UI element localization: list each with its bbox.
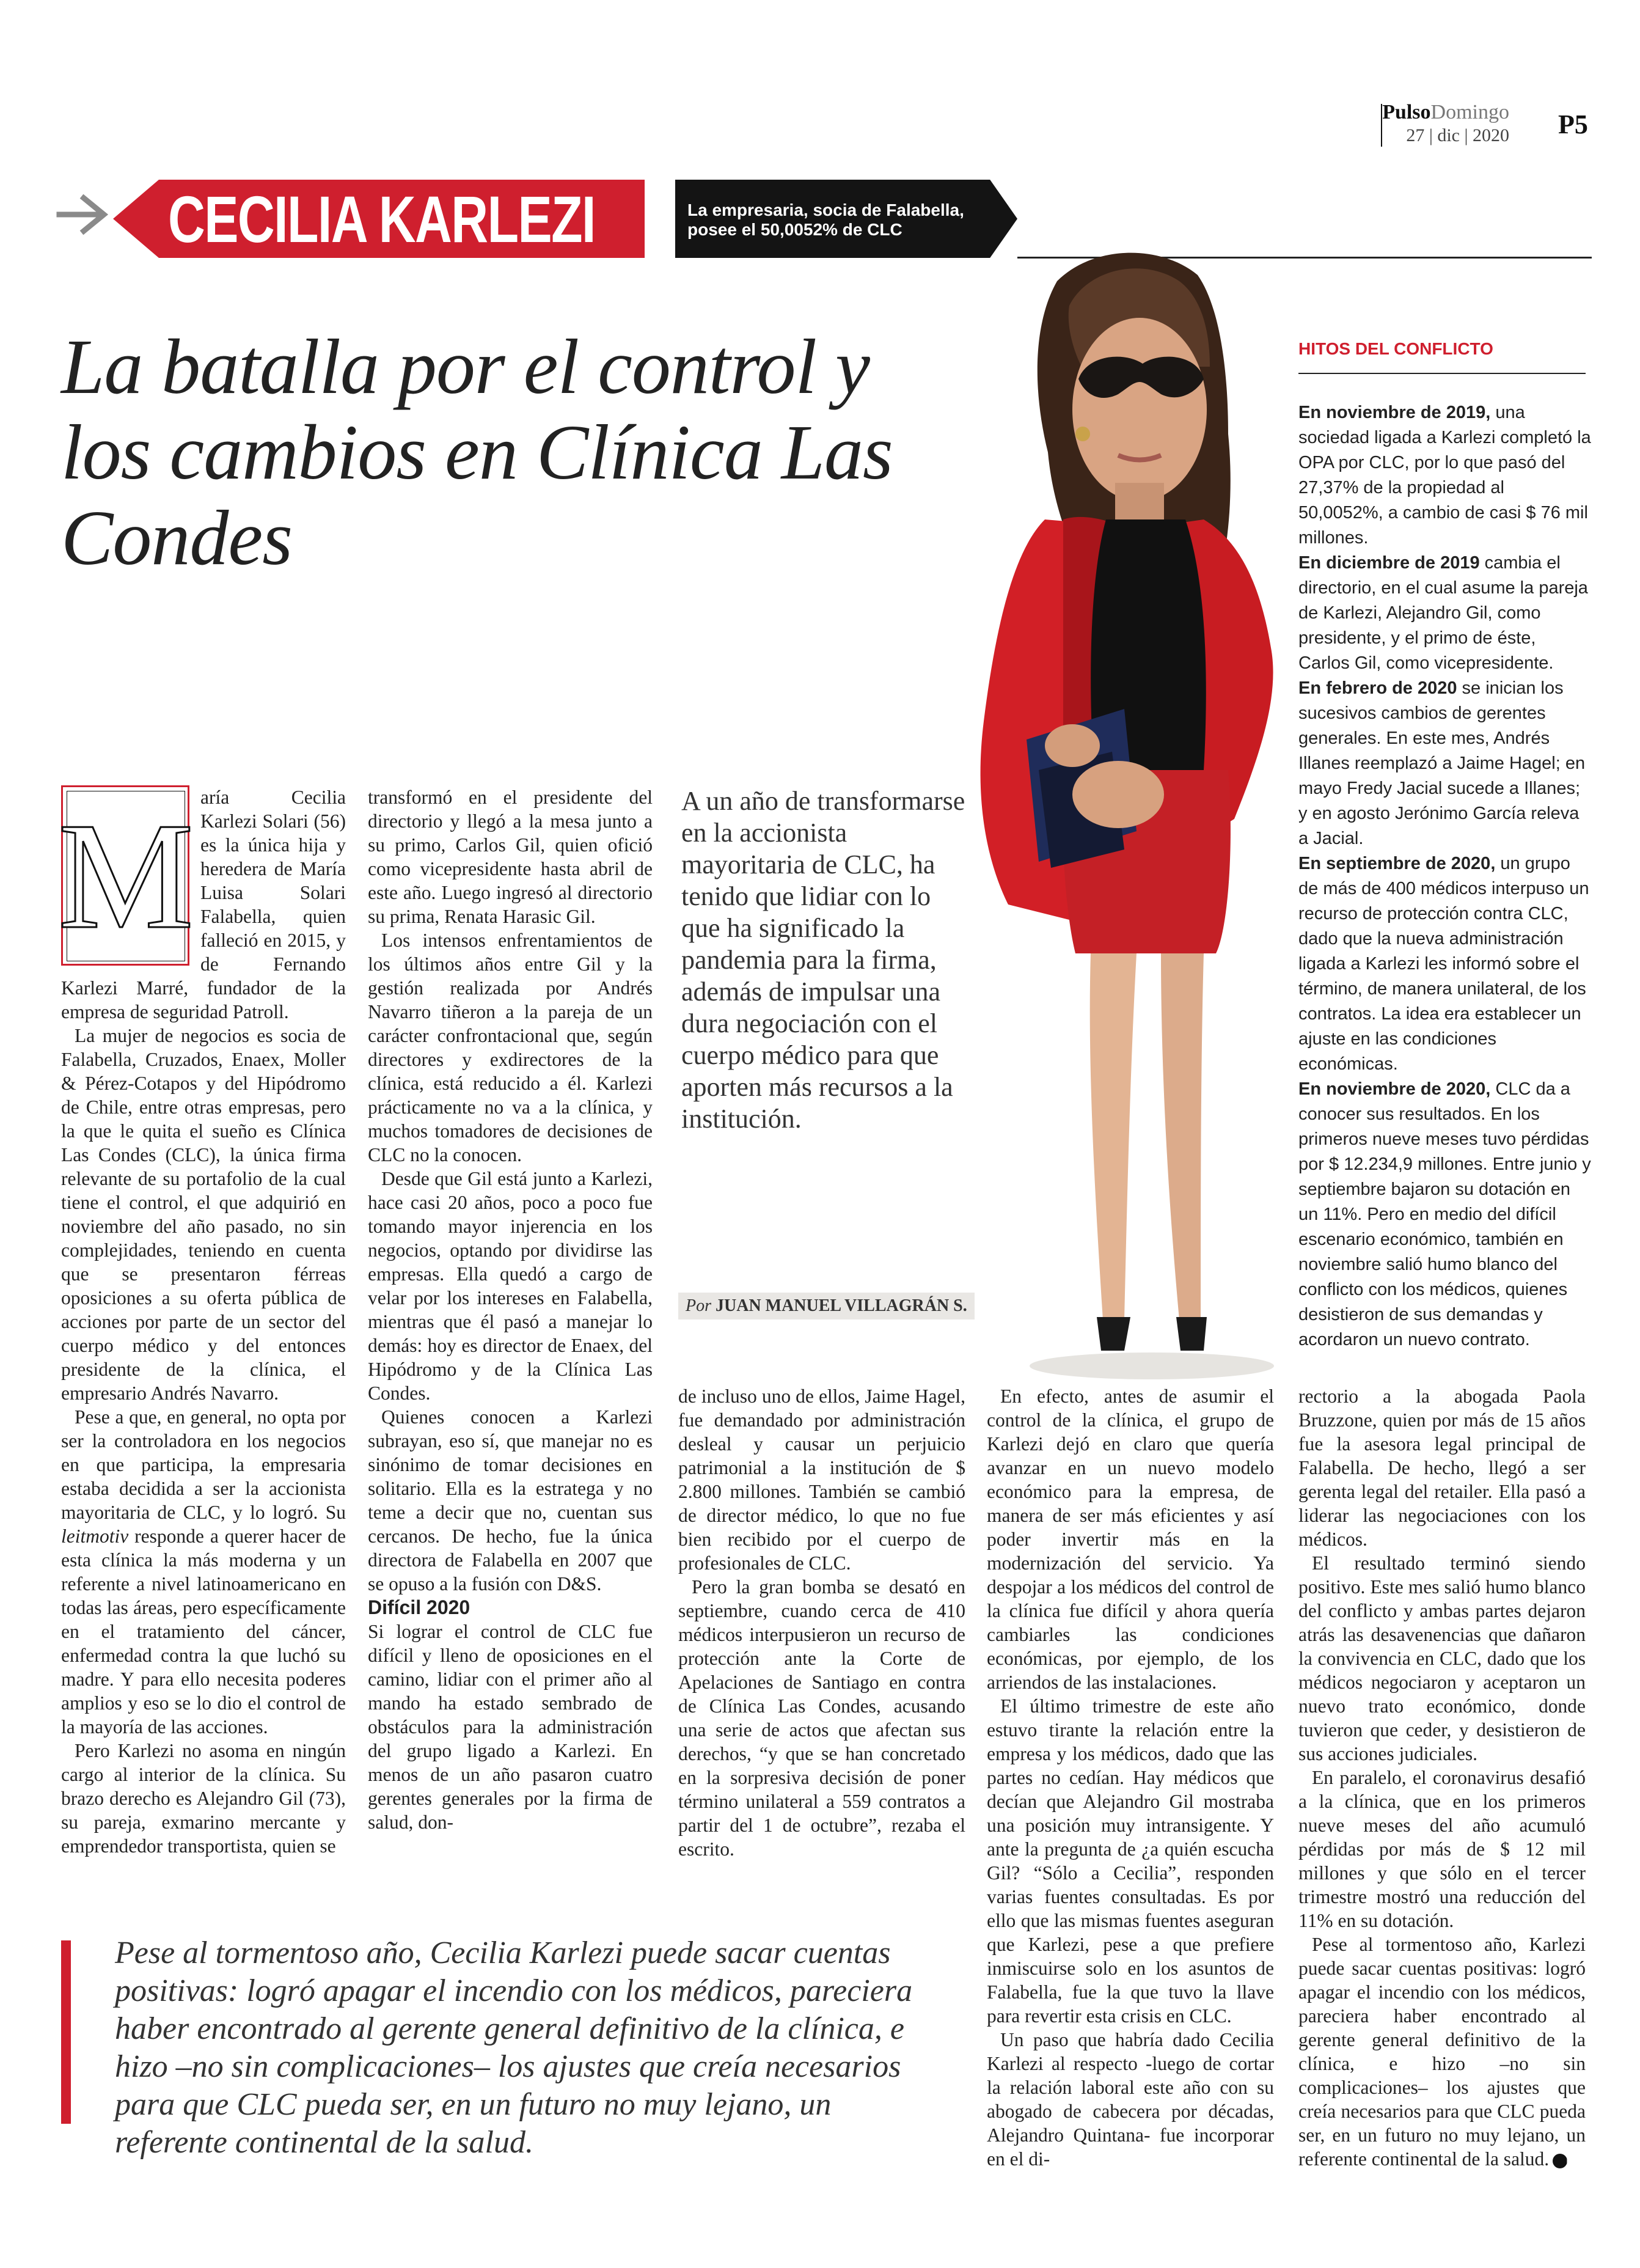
dropcap xyxy=(57,785,194,966)
article-column-4 xyxy=(987,1384,1274,2171)
article-column-2 xyxy=(368,785,653,1834)
milestone-lead: En septiembre de 2020, xyxy=(1298,854,1496,873)
body-paragraph: Si lograr el control de CLC fue difícil y lleno de oposiciones en el camino, lidiar con el primer año al mando ha estado sembrado de obstáculos para la administración del grupo ligado a Karlezi. En menos de un año pasaron cuatro gerentes generales por la firma de salud, don- xyxy=(368,1621,653,1833)
dropcap-letter: M xyxy=(57,791,194,961)
milestone-item xyxy=(1298,1077,1592,1352)
section-subhead: Difícil 2020 xyxy=(368,1596,470,1618)
body-text: Pese al tormentoso año, Karlezi puede sacar cuentas positivas: logró apagar el incendio con los médicos, pareciera haber encontrado al gerente general definitivo de la clínica, e hizo –no sin complicaciones– los ajustes que creía necesarios para que CLC pueda ser, en un futuro no muy lejano, un referente continental de la salud. xyxy=(1298,1934,1586,2170)
brand-light: Domingo xyxy=(1430,101,1509,123)
headline: La batalla por el control y los cambios en Clínica Las Condes xyxy=(61,323,893,581)
milestone-lead: En noviembre de 2019, xyxy=(1298,403,1491,422)
body-paragraph: Desde que Gil está junto a Karlezi, hace casi 20 años, poco a poco fue tomando mayor injerencia en los negocios, optando por dividirse las empresas. Ella quedó a cargo de velar por los intereses en Falabella, mientras que él pasó a manejar lo demás: hoy es director de Enaex, del Hipódromo y de la Clínica Las Condes. xyxy=(368,1168,653,1404)
body-paragraph: rectorio a la abogada Paola Bruzzone, quien por más de 15 años fue la asesora legal principal de Falabella. De hecho, llegó a ser gerenta legal del retailer. Ella pasó a liderar las negociaciones con los médicos. xyxy=(1298,1385,1586,1550)
article-column-3 xyxy=(678,1384,965,1861)
masthead-brand xyxy=(1369,101,1509,124)
body-paragraph: El resultado terminó siendo positivo. Este mes salió humo blanco del conflicto y ambas partes dejaron atrás las desavenencias que dañaron la convivencia en CLC, dado que los médicos negociaron y aceptaron un nuevo trato económico, donde tuvieron que ceder, y desistieron de sus acciones judiciales. xyxy=(1298,1552,1586,1764)
milestone-item xyxy=(1298,400,1592,551)
bottom-highlight-quote: Pese al tormentoso año, Cecilia Karlezi puede sacar cuentas positivas: logró apagar el incendio con los médicos, pareciera haber encontrado al gerente general definitivo de la clínica, e hizo –no sin complicaciones– los ajustes que creía necesarios para que CLC pueda ser, en un futuro no muy lejano, un referente continental de la salud. xyxy=(115,1936,913,2160)
body-paragraph: aría Cecilia Karlezi Solari (56) es la única hija y heredera de María Luisa Solari Falabella, quien falleció en 2015, y de Fernando Karlezi Marré, fundador de la empresa de seguridad Patroll. xyxy=(61,787,346,1022)
italic-term: leitmotiv xyxy=(61,1525,129,1547)
body-paragraph: Pero la gran bomba se desató en septiembre, cuando cerca de 410 médicos interpusieron un recurso de protección ante la Corte de Apelaciones de Santiago en contra de Clínica Las Condes, acusando una serie de actos que afectan sus derechos, “y que se han concretado en la sorpresiva decisión de poner término unilateral a 559 contratos a partir del 1 de octubre”, rezaba el escrito. xyxy=(678,1576,965,1860)
body-text: responde a querer hacer de esta clínica la más moderna y un referente a nivel latinoamericano en todas las áreas, pero específicamente en el tratamiento del cáncer, enfermedad contra la que luchó su madre. Y para ello necesita poderes amplios y eso se lo dio el control de la mayoría de las acciones. xyxy=(61,1525,346,1738)
page-number: P5 xyxy=(1558,109,1588,139)
milestone-text: un grupo de más de 400 médicos interpuso un recurso de protección contra CLC, dado que la nueva administración ligada a Karlezi les informó sobre el término, de manera unilateral, de los contratos. La idea era establecer un ajuste en las condiciones económicas. xyxy=(1298,854,1589,1074)
portrait-illustration xyxy=(941,232,1314,1406)
body-paragraph: En paralelo, el coronavirus desafió a la clínica, que en los primeros nueve meses del año acumuló pérdidas por más de $ 12 mil millones y que sólo en el tercer trimestre mostró una reducción del 11% en su dotación. xyxy=(1298,1767,1586,1931)
milestone-text: cambia el directorio, en el cual asume la pareja de Karlezi, Alejandro Gil, como presidente, y el primo de éste, Carlos Gil, como vicepresidente. xyxy=(1298,553,1588,673)
banner-subtitle: La empresaria, socia de Falabella, posee el 50,0052% de CLC xyxy=(687,200,964,239)
body-paragraph xyxy=(61,1405,346,1739)
byline-author: JUAN MANUEL VILLAGRÁN S. xyxy=(716,1296,967,1315)
body-text: Pese a que, en general, no opta por ser la controladora en los negocios en que participa, la empresaria estaba decidida a ser la accionista mayoritaria de CLC, y lo logró. Su xyxy=(61,1406,346,1523)
milestone-item xyxy=(1298,851,1592,1077)
end-mark-icon: P xyxy=(1553,2154,1567,2168)
body-paragraph: Los intensos enfrentamientos de los últimos años entre Gil y la gestión realizada por Andrés Navarro tiñeron a la pareja de un carácter confrontacional que, según directores y exdirectores de la clínica, está reducido a él. Karlezi prácticamente no va a la clínica, y muchos tomadores de decisiones de CLC no la conocen. xyxy=(368,930,653,1165)
body-paragraph xyxy=(1298,1932,1586,2171)
body-paragraph: Quienes conocen a Karlezi subrayan, eso sí, que manejar no es sinónimo de tomar decisiones en solitario. Ella es la estratega y no teme a decir que no, cuentan sus cercanos. De hecho, fue la única directora de Falabella en 2007 que se opuso a la fusión con D&S. xyxy=(368,1406,653,1595)
body-paragraph: transformó en el presidente del directorio y llegó a la mesa junto a su primo, Carlos Gil, quien ofició como vicepresidente hasta abril de este año. Luego ingresó al directorio su prima, Renata Harasic Gil. xyxy=(368,787,653,927)
byline xyxy=(678,1293,975,1319)
article-column-5 xyxy=(1298,1384,1586,2171)
pull-quote: A un año de transformarse en la accionista mayoritaria de CLC, ha tenido que lidiar con lo que ha significado la pandemia para la firma, además de impulsar una dura negociación con el cuerpo médico para que aporten más recursos a la institución. xyxy=(681,786,965,1134)
quote-accent-bar xyxy=(61,1940,71,2124)
milestone-text: se inician los sucesivos cambios de gerentes generales. En este mes, Andrés Illanes reemplazó a Jaime Hagel; en mayo Fredy Jacial sucede a Illanes; y en agosto Jerónimo García releva a Jacial. xyxy=(1298,678,1586,848)
banner-name: CECILIA KARLEZI xyxy=(168,182,595,256)
milestone-lead: En febrero de 2020 xyxy=(1298,678,1457,698)
milestone-lead: En diciembre de 2019 xyxy=(1298,553,1480,573)
body-paragraph: El último trimestre de este año estuvo tirante la relación entre la empresa y los médicos, dado que las partes no cedían. Hay médicos que decían que Alejandro Gil mostraba una posición muy intransigente. Y ante la pregunta de ¿a quién escucha Gil? “Sólo a Cecilia”, responden varias fuentes consultadas. Es por ello que las mismas fuentes aseguran que Karlezi, pese a que prefiere inmiscuirse solo en los asuntos de Falabella, fue la que tuvo la llave para revertir esta crisis en CLC. xyxy=(987,1695,1274,2027)
brand-bold: Pulso xyxy=(1382,101,1431,123)
masthead xyxy=(1369,101,1509,146)
sidebar-title: HITOS DEL CONFLICTO xyxy=(1298,339,1493,358)
arrow-right-icon xyxy=(56,193,111,236)
milestone-text: CLC da a conocer sus resultados. En los primeros nueve meses tuvo pérdidas por $ 12.234,9 millones. Entre junio y septiembre bajaron su dotación en un 11%. Pero en medio del difícil escenario económico, también en noviembre salió humo blanco del conflicto con los médicos, quienes desistieron de sus demandas y acordaron un nuevo contrato. xyxy=(1298,1079,1591,1349)
body-paragraph: En efecto, antes de asumir el control de la clínica, el grupo de Karlezi dejó en claro que quería avanzar en un nuevo modelo económico para la empresa, de manera de ser más eficientes y así poder invertir más en la modernización del servicio. Ya despojar a los médicos del control de la clínica fue difícil y ahora quería cambiarles las condiciones económicas, por ejemplo, de los arriendos de las instalaciones. xyxy=(987,1385,1274,1693)
milestone-item xyxy=(1298,551,1592,676)
byline-prefix: Por xyxy=(686,1296,711,1315)
body-paragraph: Un paso que habría dado Cecilia Karlezi al respecto -luego de cortar la relación laboral este año con su abogado de cabecera por décadas, Alejandro Quintana- fue incorporar en el di- xyxy=(987,2029,1274,2170)
body-paragraph: La mujer de negocios es socia de Falabella, Cruzados, Enaex, Moller & Pérez-Cotapos y del Hipódromo de Chile, entre otras empresas, pero la que le quita el sueño es Clínica Las Condes (CLC), la única firma relevante de su portafolio de la cual tiene el control, el que adquirió en noviembre del año pasado, no sin complejidades, teniendo en cuenta que se presentaron férreas oposiciones a su oferta pública de acciones por parte de un sector del cuerpo médico y del entonces presidente de la clínica, el empresario Andrés Navarro. xyxy=(61,1025,346,1404)
sidebar-milestones xyxy=(1298,400,1592,1352)
article-column-1 xyxy=(57,785,346,1858)
milestone-item xyxy=(1298,676,1592,851)
issue-date: 27 | dic | 2020 xyxy=(1406,125,1509,145)
body-paragraph: de incluso uno de ellos, Jaime Hagel, fue demandado por administración desleal y causar un perjuicio patrimonial a la institución de $ 2.800 millones. También se cambió de director médico, lo que no fue bien recibido por el cuerpo de profesionales de CLC. xyxy=(678,1385,965,1574)
sidebar-rule xyxy=(1298,373,1586,374)
milestone-text: una sociedad ligada a Karlezi completó la OPA por CLC, por lo que pasó del 27,37% de la propiedad al 50,0052%, a cambio de casi $ 76 mil millones. xyxy=(1298,403,1591,548)
milestone-lead: En noviembre de 2020, xyxy=(1298,1079,1491,1099)
body-paragraph: Pero Karlezi no asoma en ningún cargo al interior de la clínica. Su brazo derecho es Alejandro Gil (73), su pareja, exmarino mercante y emprendedor transportista, quien se xyxy=(61,1740,346,1857)
